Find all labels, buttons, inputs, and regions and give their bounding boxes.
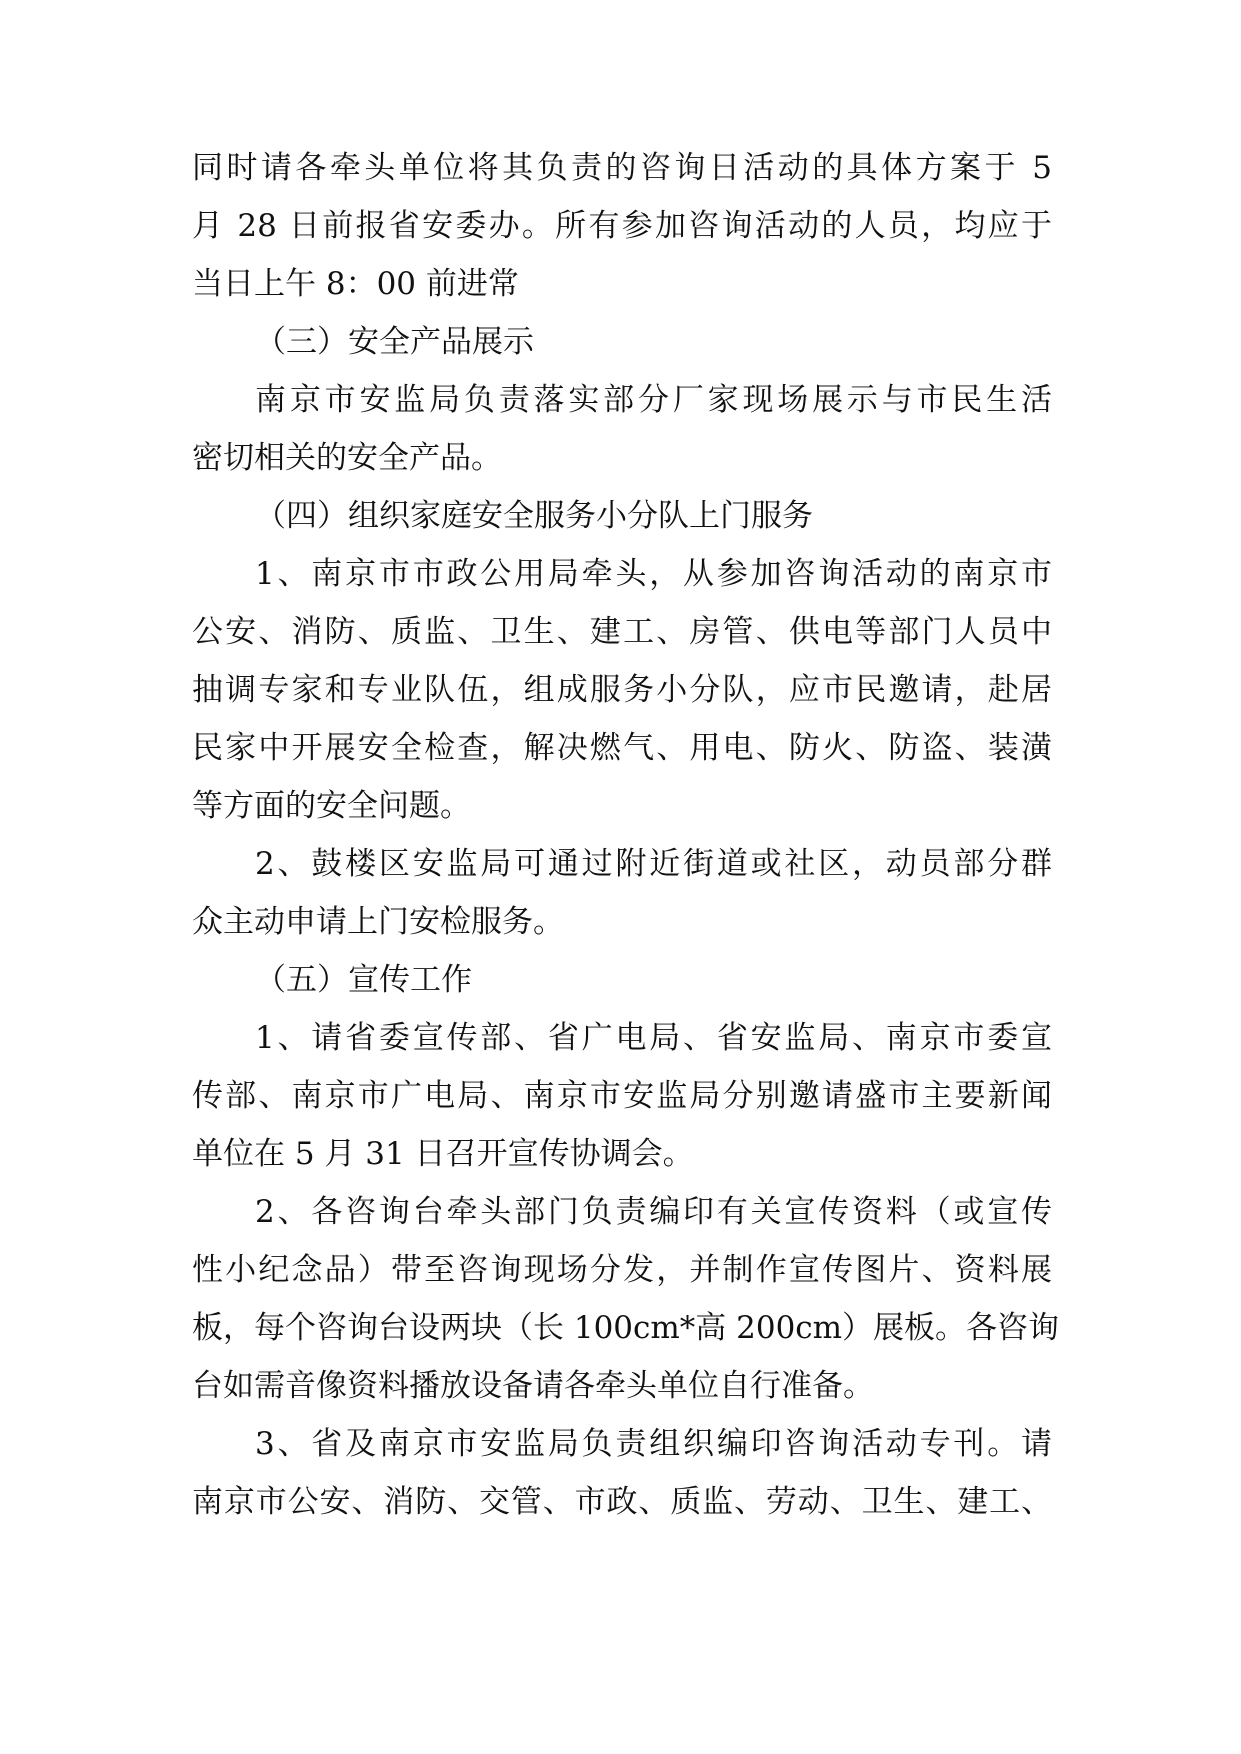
text-line: 2、鼓楼区安监局可通过附近街道或社区，动员部分群: [255, 846, 1052, 882]
text-line: 公安、消防、质监、卫生、建工、房管、供电等部门人员中: [192, 614, 1052, 650]
text-line: 1、请省委宣传部、省广电局、省安监局、南京市委宣: [255, 1020, 1052, 1056]
text-line: 台如需音像资料播放设备请各牵头单位自行准备。: [192, 1368, 874, 1404]
text-line: 同时请各牵头单位将其负责的咨询日活动的具体方案于 5: [192, 150, 1052, 186]
text-line: 当日上午 8：00 前进常: [192, 266, 519, 302]
text-line: 南京市安监局负责落实部分厂家现场展示与市民生活: [255, 382, 1052, 418]
text-line: 民家中开展安全检查，解决燃气、用电、防火、防盗、装潢: [192, 730, 1052, 766]
text-line: 3、省及南京市安监局负责组织编印咨询活动专刊。请: [255, 1426, 1052, 1462]
section-heading: （四）组织家庭安全服务小分队上门服务: [255, 498, 813, 534]
text-line: 月 28 日前报省安委办。所有参加咨询活动的人员，均应于: [192, 208, 1052, 244]
text-line: 抽调专家和专业队伍，组成服务小分队，应市民邀请，赴居: [192, 672, 1052, 708]
section-heading: （三）安全产品展示: [255, 324, 534, 360]
text-line: 传部、南京市广电局、南京市安监局分别邀请盛市主要新闻: [192, 1078, 1052, 1114]
text-line: 板，每个咨询台设两块（长 100cm*高 200cm）展板。各咨询: [192, 1310, 1060, 1346]
text-line: 1、南京市市政公用局牵头，从参加咨询活动的南京市: [255, 556, 1052, 592]
text-line: 性小纪念品）带至咨询现场分发，并制作宣传图片、资料展: [192, 1252, 1052, 1288]
section-heading: （五）宣传工作: [255, 962, 472, 998]
text-line: 单位在 5 月 31 日召开宣传协调会。: [192, 1136, 694, 1172]
text-line: 2、各咨询台牵头部门负责编印有关宣传资料（或宣传: [255, 1194, 1052, 1230]
text-line: 众主动申请上门安检服务。: [192, 904, 564, 940]
text-line: 南京市公安、消防、交管、市政、质监、劳动、卫生、建工、: [192, 1484, 1052, 1520]
text-line: 等方面的安全问题。: [192, 788, 471, 824]
text-line: 密切相关的安全产品。: [192, 440, 502, 476]
